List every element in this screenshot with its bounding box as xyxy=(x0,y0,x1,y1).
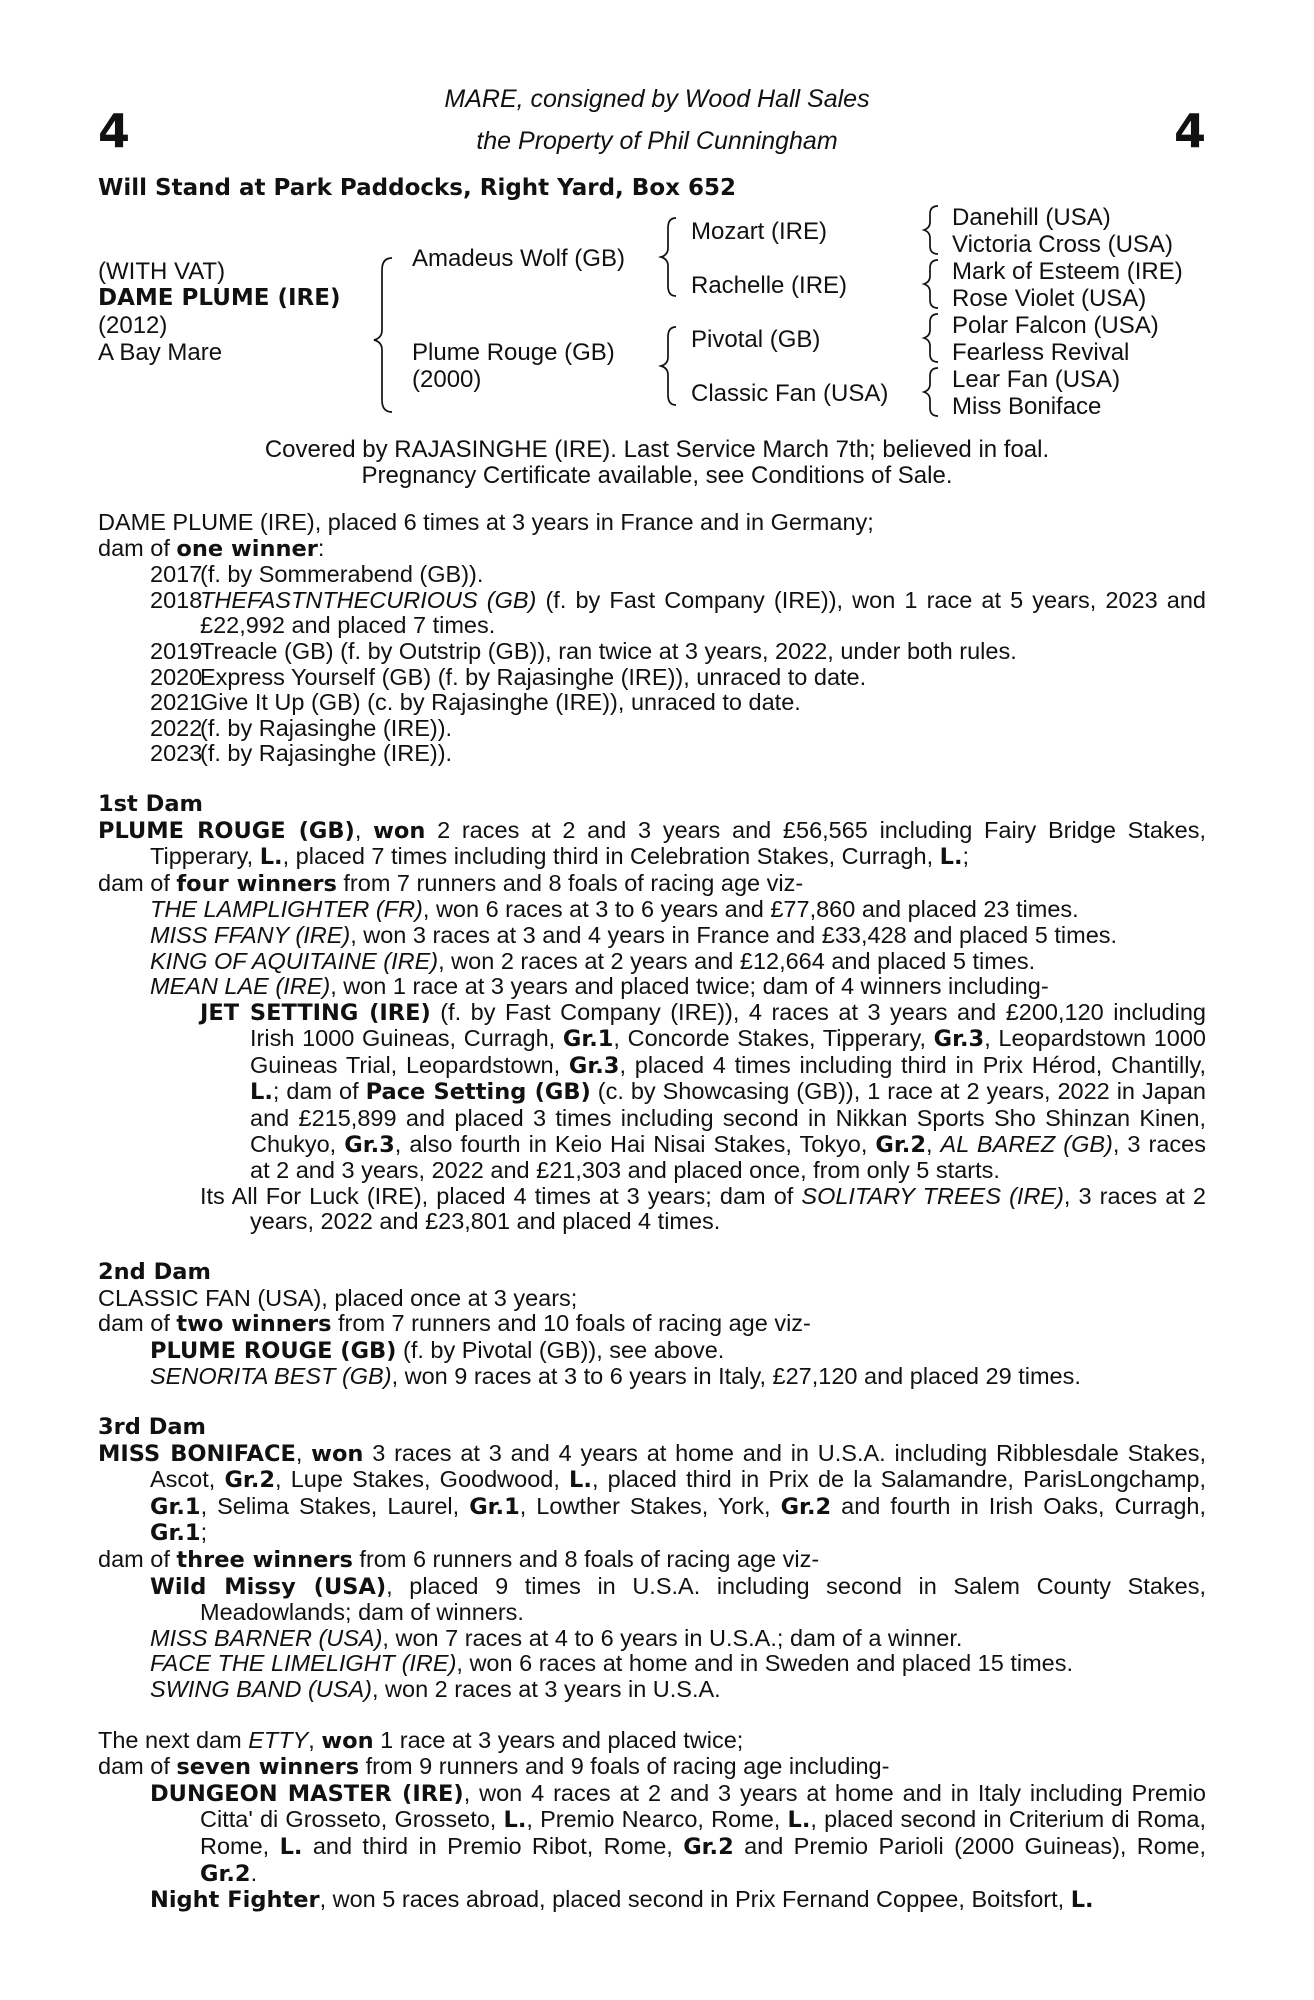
ancestor-3: Mark of Esteem (IRE) xyxy=(952,258,1183,285)
produce-entry-dungeon-master: DUNGEON MASTER (IRE), won 4 races at 2 and 3 years at home and in Italy including Premio Citta' di Grosseto, Grosseto, L., Premio Nearco, Rome, L., placed second in Criterium di Roma, Rome, L. and third in Premio Ribot, Rome, Gr.2 and Premio Parioli (2000 Guineas), Rome, Gr.2. xyxy=(150,1779,1207,1887)
produce-row: 2017 (f. by Sommerabend (GB)). xyxy=(150,561,484,588)
third-dam-record: MISS BONIFACE, won 3 races at 3 and 4 years at home and in U.S.A. including Ribblesdale Stakes, Ascot, Gr.2, Lupe Stakes, Goodwood, L., placed third in Prix de la Salamandre, ParisLongchamp, Gr.1, Selima Stakes, Laurel, Gr.1, Lowther Stakes, York, Gr.2 and fourth in Irish Oaks, Curragh, Gr.1; xyxy=(98,1439,1207,1547)
bracket-classic-fan xyxy=(924,368,938,416)
third-dam-produce-summary: dam of three winners from 6 runners and 8 foals of racing age viz- xyxy=(98,1545,820,1573)
produce-entry: Wild Missy (USA), placed 9 times in U.S.A. including second in Salem County Stakes, Meadowlands; dam of winners. xyxy=(150,1572,1207,1626)
pedigree-body xyxy=(98,510,1206,1914)
produce-entry: THE LAMPLIGHTER (FR), won 6 races at 3 to 6 years and £77,860 and placed 23 times. xyxy=(150,896,1079,923)
produce-entry: FACE THE LIMELIGHT (IRE), won 6 races at home and in Sweden and placed 15 times. xyxy=(150,1650,1074,1677)
pregnancy-line: Pregnancy Certificate available, see Conditions of Sale. xyxy=(361,462,953,489)
produce-section xyxy=(98,510,1206,767)
stand-location: Will Stand at Park Paddocks, Right Yard, Box 652 xyxy=(98,175,736,201)
first-dam-record: PLUME ROUGE (GB), won 2 races at 2 and 3 years and £56,565 including Fairy Bridge Stakes, Tipperary, L., placed 7 times including third in Celebration Stakes, Curragh, L.; xyxy=(98,816,1207,871)
second-dam-produce-summary: dam of two winners from 7 runners and 10 foals of racing age viz- xyxy=(98,1310,811,1338)
ancestor-5: Polar Falcon (USA) xyxy=(952,312,1159,339)
next-dam-produce-summary: dam of seven winners from 9 runners and 9 foals of racing age including- xyxy=(98,1753,890,1781)
vat-note: (WITH VAT) xyxy=(98,258,226,285)
next-dam-section xyxy=(98,1728,1206,1914)
produce-entry: MISS FFANY (IRE), won 3 races at 3 and 4 years in France and £33,428 and placed 5 times. xyxy=(150,921,1118,948)
dam-year: (2000) xyxy=(412,366,482,393)
produce-row: 2020 Express Yourself (GB) (f. by Rajasinghe (IRE)), unraced to date. xyxy=(150,663,867,690)
second-dam-record: CLASSIC FAN (USA), placed once at 3 years; xyxy=(98,1284,578,1311)
covered-line: Covered by RAJASINGHE (IRE). Last Service March 7th; believed in foal. xyxy=(264,436,1050,463)
third-dam-heading: 3rd Dam xyxy=(98,1414,206,1440)
third-dam-section xyxy=(98,1415,1206,1703)
second-dam-heading: 2nd Dam xyxy=(98,1259,211,1286)
ancestor-7: Lear Fan (USA) xyxy=(952,366,1121,393)
grandsire-1: Mozart (IRE) xyxy=(691,218,828,245)
ancestor-6: Fearless Revival xyxy=(952,339,1130,366)
produce-entry-jet-setting: JET SETTING (IRE) (f. by Fast Company (IRE)), 4 races at 3 years and £200,120 including Irish 1000 Guineas, Curragh, Gr.1, Concorde Stakes, Tipperary, Gr.3, Leopardstown 1000 Guineas Trial, Leopardstown, Gr.3, placed 4 times including third in Prix Hérod, Chantilly, L.; dam of Pace Setting (GB) (c. by Showcasing (GB)), 1 race at 2 years, 2022 in Japan and £215,899 and placed 3 times including second in Nikkan Sports Sho Shinzan Kinen, Chukyo, Gr.3, also fourth in Keio Hai Nisai Stakes, Tokyo, Gr.2, AL BAREZ (GB), 3 races at 2 and 3 years, 2022 and £21,303 and placed once, from only 5 starts. xyxy=(200,998,1207,1184)
sire-name: Amadeus Wolf (GB) xyxy=(412,245,625,272)
property-line: the Property of Phil Cunningham xyxy=(476,127,838,155)
produce-row: 2018 THEFASTNTHECURIOUS (GB) (f. by Fast Company (IRE)), won 1 race at 5 years, 2023 and £22,992 and placed 7 times. xyxy=(150,586,1206,639)
lot-number-left: 4 xyxy=(98,104,131,158)
produce-entry-night-fighter: Night Fighter, won 5 races abroad, placed second in Prix Fernand Coppee, Boitsfort, L. xyxy=(150,1886,1094,1914)
horse-description: A Bay Mare xyxy=(98,339,223,366)
first-dam-produce-summary: dam of four winners from 7 runners and 8 foals of racing age viz- xyxy=(98,869,804,897)
produce-entry: SWING BAND (USA), won 2 races at 3 years in U.S.A. xyxy=(150,1675,721,1702)
consignor-line: MARE, consigned by Wood Hall Sales xyxy=(444,85,870,113)
mare-summary: DAME PLUME (IRE), placed 6 times at 3 years in France and in Germany; xyxy=(98,509,874,535)
produce-entry: MISS BARNER (USA), won 7 races at 4 to 6 years in U.S.A.; dam of a winner. xyxy=(150,1624,963,1651)
produce-row: 2022 (f. by Rajasinghe (IRE)). xyxy=(150,714,453,741)
grandsire-2: Pivotal (GB) xyxy=(691,326,821,353)
mare-produce-summary: dam of one winner: xyxy=(98,534,325,562)
granddam-2: Classic Fan (USA) xyxy=(691,380,889,407)
granddam-1: Rachelle (IRE) xyxy=(691,272,848,299)
first-dam-section xyxy=(98,792,1206,1235)
second-dam-section xyxy=(98,1260,1206,1390)
produce-entry: PLUME ROUGE (GB) (f. by Pivotal (GB)), see above. xyxy=(150,1336,725,1364)
horse-year: (2012) xyxy=(98,312,168,339)
bracket-sire xyxy=(661,218,676,296)
next-dam-record: The next dam ETTY, won 1 race at 3 years and placed twice; xyxy=(98,1726,744,1754)
produce-row: 2019 Treacle (GB) (f. by Outstrip (GB)), ran twice at 3 years, 2022, under both rules. xyxy=(150,637,1017,664)
produce-entry: SENORITA BEST (GB), won 9 races at 3 to 6 years in Italy, £27,120 and placed 29 times. xyxy=(150,1363,1081,1390)
first-dam-heading: 1st Dam xyxy=(98,790,203,817)
bracket-pivotal xyxy=(924,314,938,362)
ancestor-1: Danehill (USA) xyxy=(952,204,1111,231)
ancestor-2: Victoria Cross (USA) xyxy=(952,231,1173,258)
produce-entry-its-all-for-luck: Its All For Luck (IRE), placed 4 times at 3 years; dam of SOLITARY TREES (IRE), 3 races at 2 years, 2022 and £23,801 and placed 4 times. xyxy=(200,1182,1206,1235)
bracket-dam xyxy=(661,327,676,405)
produce-row: 2023 (f. by Rajasinghe (IRE)). xyxy=(150,740,453,767)
pedigree-brackets xyxy=(0,0,1314,440)
dam-name: Plume Rouge (GB) xyxy=(412,339,615,366)
ancestor-4: Rose Violet (USA) xyxy=(952,285,1147,312)
bracket-rachelle xyxy=(924,260,938,308)
produce-entry: MEAN LAE (IRE), won 1 race at 3 years and placed twice; dam of 4 winners including- xyxy=(150,973,1049,1000)
produce-entry: KING OF AQUITAINE (IRE), won 2 races at 2 years and £12,664 and placed 5 times. xyxy=(150,947,1036,974)
bracket-main xyxy=(374,258,392,412)
bracket-mozart xyxy=(924,206,938,254)
ancestor-8: Miss Boniface xyxy=(952,393,1102,420)
produce-row: 2021 Give It Up (GB) (c. by Rajasinghe (IRE)), unraced to date. xyxy=(150,689,801,716)
lot-number-right: 4 xyxy=(1173,104,1206,158)
horse-name: DAME PLUME (IRE) xyxy=(98,285,341,311)
